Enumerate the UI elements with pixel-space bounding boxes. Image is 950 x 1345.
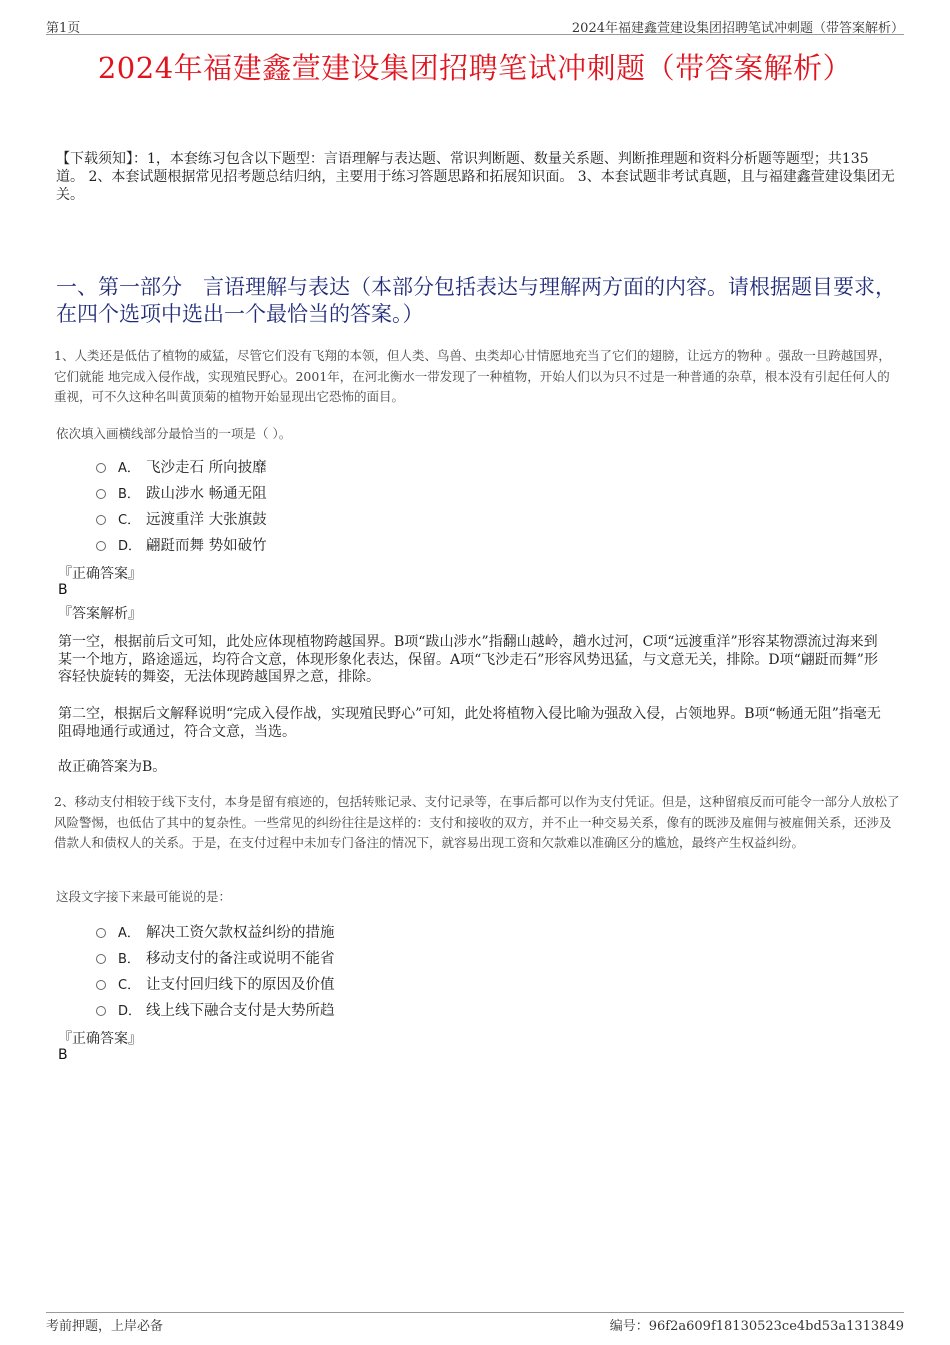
radio-icon[interactable]	[96, 463, 106, 473]
option-c[interactable]: C． 让支付回归线下的原因及价值	[96, 970, 335, 996]
question-2-options	[96, 918, 335, 1022]
option-b[interactable]: B． 移动支付的备注或说明不能省	[96, 944, 335, 970]
radio-icon[interactable]	[96, 489, 106, 499]
option-text: 解决工资欠款权益纠纷的措施	[146, 924, 335, 941]
question-2-answer: B	[58, 1047, 68, 1063]
radio-icon[interactable]	[96, 541, 106, 551]
header-doc-title: 2024年福建鑫萱建设集团招聘笔试冲刺题（带答案解析）	[571, 21, 904, 36]
download-notice: 【下载须知】：1，本套练习包含以下题型：言语理解与表达题、常识判断题、数量关系题、判断推理题和资料分析题等题型；共135道。 2、本套试题根据常见招考题总结归纳，主要用于练习答题思路和拓展知识面。 3、本套试题非考试真题，且与福建鑫萱建设集团无关。	[56, 151, 895, 203]
question-1-analysis-label: 『答案解析』	[58, 606, 142, 622]
option-a[interactable]: A． 飞沙走石 所向披靡	[96, 453, 267, 479]
radio-icon[interactable]	[96, 928, 106, 938]
option-text: 翩跹而舞 势如破竹	[146, 537, 267, 554]
analysis-paragraph-1: 第一空，根据前后文可知，此处应体现植物跨越国界。B项“跋山涉水”指翻山越岭，趟水过河，C项“远渡重洋”形容某物漂流过海来到某一个地方，路途遥远，均符合文意，体现形象化表达，保留。A项“飞沙走石”形容风势迅猛，与文意无关，排除。D项“翩跹而舞”形容轻快旋转的舞姿，无法体现跨越国界之意，排除。	[58, 634, 878, 685]
question-1-options	[96, 453, 267, 557]
page-footer	[46, 1312, 904, 1333]
option-c[interactable]: C． 远渡重洋 大张旗鼓	[96, 505, 267, 531]
question-1-instruction: 依次填入画横线部分最恰当的一项是（ ）。	[56, 426, 292, 441]
page-header	[46, 14, 904, 35]
question-2-instruction: 这段文字接下来最可能说的是：	[56, 889, 232, 904]
question-1-answer: B	[58, 582, 68, 598]
question-1-stem: 1、人类还是低估了植物的威猛，尽管它们没有飞翔的本领，但人类、鸟兽、虫类却心甘情愿地充当了它们的翅膀，让远方的物种 。强敌一旦跨越国界，它们就能 地完成入侵作战，实现殖民野心。2001年，在河北衡水一带发现了一种植物，开始人们以为只不过是一种普通的杂草，根本没有引起任何人的重视，可不久这种名叫黄顶菊的植物开始显现出它恐怖的面目。	[54, 348, 891, 404]
analysis-paragraph-2: 第二空，根据后文解释说明“完成入侵作战，实现殖民野心”可知，此处将植物入侵比喻为强敌入侵，占领地界。B项“畅通无阻”指毫无阻碍地通行或通过，符合文意，当选。	[58, 706, 881, 740]
option-a[interactable]: A． 解决工资欠款权益纠纷的措施	[96, 918, 335, 944]
radio-icon[interactable]	[96, 515, 106, 525]
option-text: 移动支付的备注或说明不能省	[146, 950, 335, 967]
page-number: 第1页	[46, 21, 81, 36]
question-2-answer-label: 『正确答案』	[58, 1031, 142, 1047]
page-title: 2024年福建鑫萱建设集团招聘笔试冲刺题（带答案解析）	[97, 51, 853, 85]
option-text: 线上线下融合支付是大势所趋	[146, 1002, 335, 1019]
option-text: 让支付回归线下的原因及价值	[146, 976, 335, 993]
option-text: 飞沙走石 所向披靡	[146, 459, 267, 476]
option-b[interactable]: B． 跋山涉水 畅通无阻	[96, 479, 267, 505]
radio-icon[interactable]	[96, 954, 106, 964]
option-text: 远渡重洋 大张旗鼓	[146, 511, 267, 528]
option-text: 跋山涉水 畅通无阻	[146, 485, 267, 502]
section-heading: 一、第一部分 言语理解与表达（本部分包括表达与理解两方面的内容。请根据题目要求，在四个选项中选出一个最恰当的答案。）	[56, 275, 896, 326]
radio-icon[interactable]	[96, 980, 106, 990]
question-2-stem: 2、移动支付相较于线下支付，本身是留有痕迹的，包括转账记录、支付记录等，在事后都可以作为支付凭证。但是，这种留痕反而可能令一部分人放松了风险警惕，也低估了其中的复杂性。一些常见的纠纷往往是这样的：支付和接收的双方，并不止一种交易关系，像有的既涉及雇佣与被雇佣关系，还涉及借款人和债权人的关系。于是，在支付过程中未加专门备注的情况下，就容易出现工资和欠款难以准确区分的尴尬，最终产生权益纠纷。	[54, 794, 900, 850]
footer-doc-id: 编号：96f2a609f18130523ce4bd53a1313849	[609, 1319, 904, 1334]
footer-slogan: 考前押题，上岸必备	[46, 1319, 164, 1334]
analysis-conclusion: 故正确答案为B。	[58, 759, 167, 775]
option-d[interactable]: D． 翩跹而舞 势如破竹	[96, 531, 267, 557]
radio-icon[interactable]	[96, 1006, 106, 1016]
question-1-answer-label: 『正确答案』	[58, 566, 142, 582]
option-d[interactable]: D． 线上线下融合支付是大势所趋	[96, 996, 335, 1022]
